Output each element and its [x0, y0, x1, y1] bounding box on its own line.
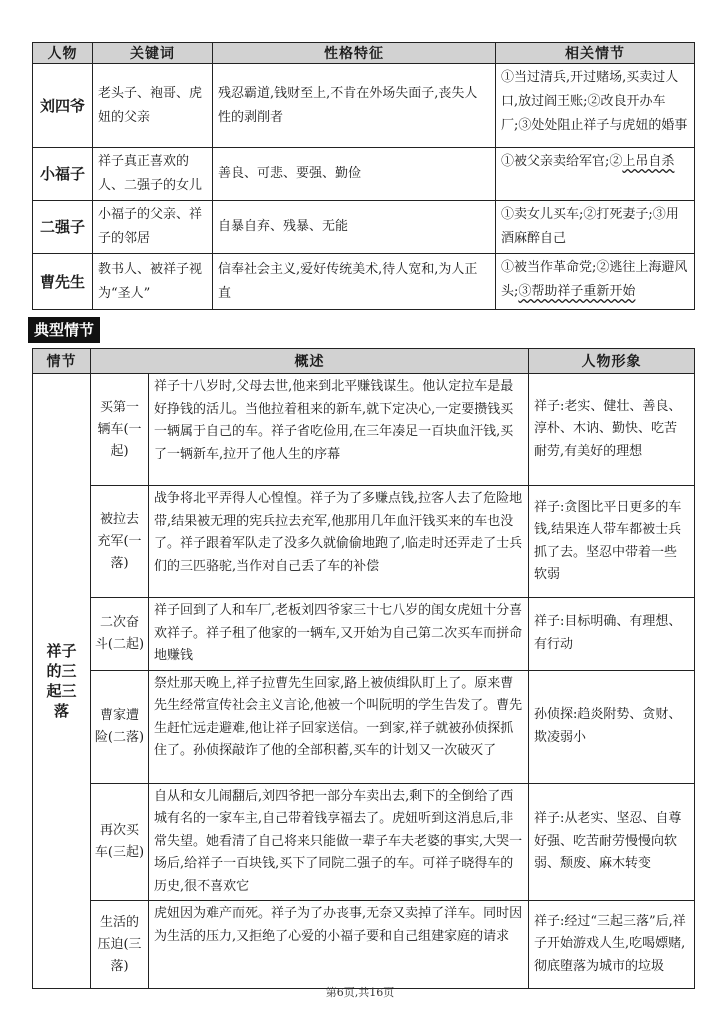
header-character: 人物: [33, 43, 93, 64]
character-image: 祥子:经过“三起三落”后,祥子开始游戏人生,吃喝嫖赌,彻底堕落为城市的垃圾: [529, 901, 695, 989]
character-image: 祥子:从老实、坚忍、自尊好强、吃苦耐劳慢慢向软弱、颓废、麻木转变: [529, 783, 695, 901]
plot-emphasis: ③帮助祥子重新开始: [518, 284, 636, 299]
character-keywords: 老头子、袍哥、虎妞的父亲: [93, 64, 213, 148]
header-keywords: 关键词: [93, 43, 213, 64]
character-image: 祥子:贪图比平日更多的车钱,结果连人带车都被士兵抓了去。坚忍中带着一些软弱: [529, 486, 695, 598]
episode-summary: 祥子回到了人和车厂,老板刘四爷家三十七八岁的闺女虎妞十分喜欢祥子。祥子租了他家的一辆车,又开始为自己第二次买车而拼命地赚钱: [149, 598, 529, 671]
episode-stage: 再次买车(三起): [91, 783, 149, 901]
plot-text: ①被父亲卖给军官;②: [501, 154, 623, 169]
character-plot: ①当过清兵,开过赌场,买卖过人口,放过阎王账;②改良开办车厂;③处处阻止祥子与虎妞的婚事: [496, 64, 695, 148]
table-row: [33, 148, 695, 201]
character-traits: 自暴自弃、残暴、无能: [213, 201, 496, 254]
plot-emphasis: 上吊自杀: [622, 154, 675, 169]
episode-summary: 祭灶那天晚上,祥子拉曹先生回家,路上被侦缉队盯上了。原来曹先生经常宣传社会主义言论,他被一个叫阮明的学生告发了。曹先生赶忙远走避难,他让祥子回家送信。一到家,祥子就被孙侦探抓住了。孙侦探敲诈了他的全部积蓄,买车的计划又一次破灭了: [149, 670, 529, 783]
episode-summary: 战争将北平弄得人心惶惶。祥子为了多赚点钱,拉客人去了危险地带,结果被无理的宪兵拉去充军,他那用几年血汗钱买来的车也没了。祥子跟着军队走了没多久就偷偷地跑了,临走时还弄走了士兵们的三匹骆驼,当作对自己丢了车的补偿: [149, 486, 529, 598]
episode-stage: 曹家遭险(二落): [91, 670, 149, 783]
episode-summary: 祥子十八岁时,父母去世,他来到北平赚钱谋生。他认定拉车是最好挣钱的活儿。当他拉着租来的新车,就下定决心,一定要攒钱买一辆属于自己的车。祥子省吃俭用,在三年凑足一百块血汗钱,买了一辆新车,拉开了他人生的序幕: [149, 374, 529, 486]
header-character-image: 人物形象: [529, 349, 695, 374]
header-episode: 情节: [33, 349, 91, 374]
character-name: 二强子: [33, 201, 93, 254]
page-footer: 第6页,共16页: [325, 986, 395, 999]
table-row: [33, 254, 695, 310]
character-plot: ①卖女儿买车;②打死妻子;③用酒麻醉自己: [496, 201, 695, 254]
character-traits: 善良、可悲、要强、勤俭: [213, 148, 496, 201]
character-table: [32, 42, 695, 310]
episode-stage: 生活的压迫(三落): [91, 901, 149, 989]
header-related-plot: 相关情节: [496, 43, 695, 64]
header-summary: 概述: [91, 349, 529, 374]
plot-text: ①被当作革命党;②逃往上海避风头;: [501, 260, 688, 299]
character-keywords: 教书人、被祥子视为“圣人”: [93, 254, 213, 310]
character-name: 刘四爷: [33, 64, 93, 148]
table-row: [33, 486, 695, 598]
character-keywords: 祥子真正喜欢的人、二强子的女儿: [93, 148, 213, 201]
section-title: 典型情节: [28, 317, 100, 343]
group-label: 祥子的三起三落: [33, 374, 91, 989]
character-name: 曹先生: [33, 254, 93, 310]
table-row: [33, 374, 695, 486]
plot-table-header: [33, 349, 695, 374]
table-row: [33, 783, 695, 901]
table-row: [33, 670, 695, 783]
character-plot: [496, 254, 695, 310]
character-plot: [496, 148, 695, 201]
table-row: [33, 598, 695, 671]
character-image: 孙侦探:趋炎附势、贪财、欺凌弱小: [529, 670, 695, 783]
episode-stage: 被拉去充军(一落): [91, 486, 149, 598]
character-keywords: 小福子的父亲、祥子的邻居: [93, 201, 213, 254]
character-image: 祥子:目标明确、有理想、有行动: [529, 598, 695, 671]
plot-table: [32, 348, 695, 989]
character-image: 祥子:老实、健壮、善良、淳朴、木讷、勤快、吃苦耐劳,有美好的理想: [529, 374, 695, 486]
table-row: [33, 64, 695, 148]
character-traits: 残忍霸道,钱财至上,不肯在外场失面子,丧失人性的剥削者: [213, 64, 496, 148]
character-traits: 信奉社会主义,爱好传统美术,待人宽和,为人正直: [213, 254, 496, 310]
episode-stage: 买第一辆车(一起): [91, 374, 149, 486]
table-row: [33, 901, 695, 989]
character-table-header: [33, 43, 695, 64]
episode-summary: 自从和女儿闹翻后,刘四爷把一部分车卖出去,剩下的全倒给了西城有名的一家车主,自己带着钱享福去了。虎妞听到这消息后,非常失望。她看清了自己将来只能做一辈子车夫老婆的事实,大哭一场后,给祥子一百块钱,买下了同院二强子的车。可祥子晓得车的历史,很不喜欢它: [149, 783, 529, 901]
table-row: [33, 201, 695, 254]
header-traits: 性格特征: [213, 43, 496, 64]
episode-summary: 虎妞因为难产而死。祥子为了办丧事,无奈又卖掉了洋车。同时因为生活的压力,又拒绝了心爱的小福子要和自己组建家庭的请求: [149, 901, 529, 989]
character-name: 小福子: [33, 148, 93, 201]
episode-stage: 二次奋斗(二起): [91, 598, 149, 671]
